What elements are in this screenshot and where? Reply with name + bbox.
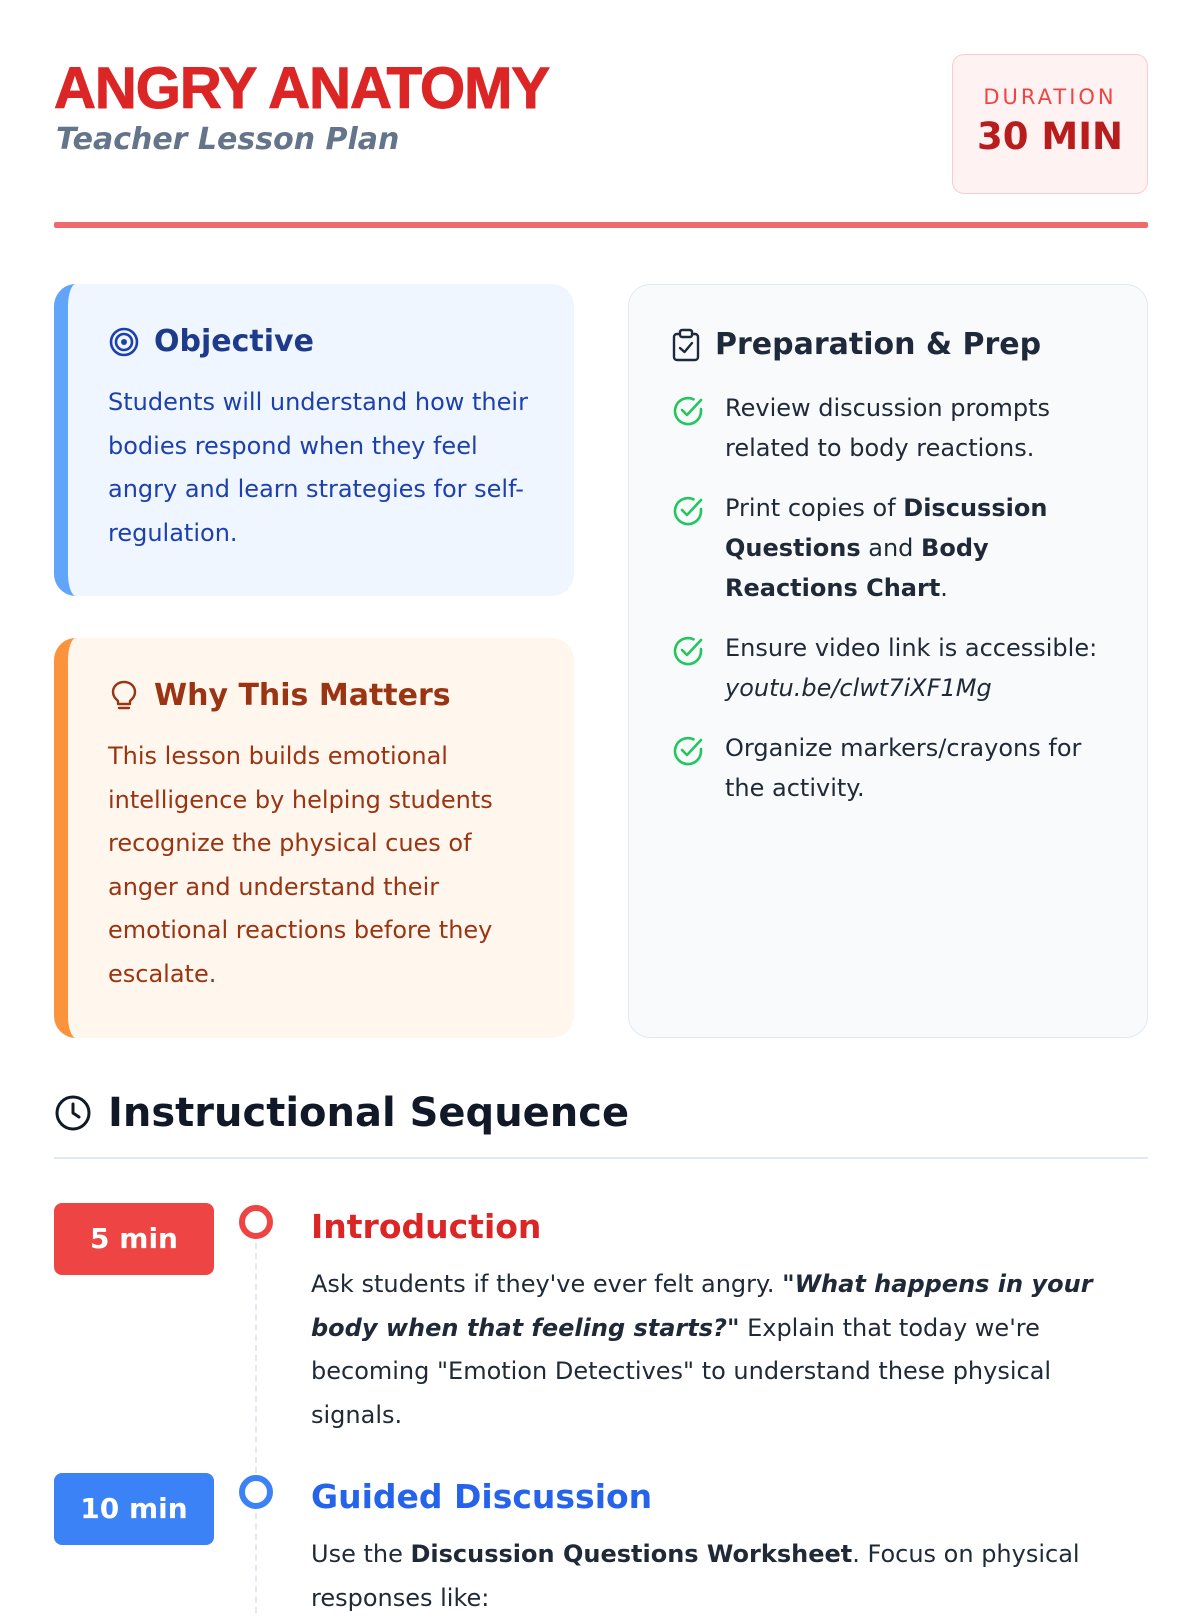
sequence-divider xyxy=(54,1157,1148,1159)
step-quote: "What happens in your body when that feeling starts?" xyxy=(311,1270,1093,1342)
checklist-text-part: . xyxy=(940,574,948,602)
checklist-text xyxy=(725,488,1107,608)
checklist-text-part: Print copies of xyxy=(725,494,904,522)
target-icon xyxy=(108,326,140,358)
video-link[interactable]: youtu.be/clwt7iXF1Mg xyxy=(725,674,992,702)
preparation-checklist xyxy=(671,388,1107,808)
check-circle-icon xyxy=(671,634,705,668)
duration-badge xyxy=(952,54,1148,194)
worksheet-name: Discussion Questions xyxy=(725,494,1048,562)
sequence-title: Instructional Sequence xyxy=(108,1090,630,1136)
header xyxy=(54,0,1148,236)
chart-name: Body Reactions Chart xyxy=(725,534,989,602)
worksheet-name: Discussion Questions Worksheet xyxy=(410,1540,853,1568)
step-title: Introduction xyxy=(311,1207,542,1246)
objective-title: Objective xyxy=(154,324,314,359)
checklist-item xyxy=(671,388,1107,468)
why-card xyxy=(54,638,574,1038)
step-text xyxy=(311,1533,1141,1620)
why-title: Why This Matters xyxy=(154,678,451,713)
objective-text: Students will understand how their bodies respond when they feel angry and learn strategies for self-regulation. xyxy=(108,388,528,547)
why-heading xyxy=(108,678,544,713)
timeline-dot xyxy=(239,1205,273,1239)
checklist-text-part: Ensure video link is accessible: xyxy=(725,634,1098,662)
duration-label: DURATION xyxy=(983,85,1117,109)
why-text: This lesson builds emotional intelligence by helping students recognize the physical cues of anger and understand their emotional reactions before they escalate. xyxy=(108,742,493,988)
step-title: Guided Discussion xyxy=(311,1477,653,1516)
checklist-text: Review discussion prompts related to body reactions. xyxy=(725,394,1051,462)
page-subtitle: Teacher Lesson Plan xyxy=(56,122,400,157)
step-text-part: . Focus on physical responses like: xyxy=(311,1540,1080,1612)
step-text-part: Explain that today we're becoming "Emotion Detectives" to understand these physical signals. xyxy=(311,1313,1052,1429)
checklist-item xyxy=(671,628,1107,708)
preparation-heading xyxy=(671,327,1107,362)
clock-icon xyxy=(54,1094,92,1132)
preparation-title: Preparation & Prep xyxy=(715,327,1042,362)
clipboard-check-icon xyxy=(671,328,701,362)
checklist-text: Organize markers/crayons for the activity. xyxy=(725,734,1082,802)
page-title: ANGRY ANATOMY xyxy=(54,56,550,121)
step-text-part: Use the xyxy=(311,1540,411,1568)
duration-value: 30 MIN xyxy=(977,115,1123,158)
timeline-dot xyxy=(239,1475,273,1509)
objective-card xyxy=(54,284,574,596)
step-text xyxy=(311,1263,1141,1437)
checklist-text xyxy=(725,628,1107,708)
header-divider xyxy=(54,222,1148,228)
check-circle-icon xyxy=(671,734,705,768)
time-badge: 5 min xyxy=(54,1203,214,1275)
time-badge: 10 min xyxy=(54,1473,214,1545)
preparation-card xyxy=(628,284,1148,1038)
checklist-item xyxy=(671,488,1107,608)
step-text-part: Ask students if they've ever felt angry. xyxy=(311,1270,783,1298)
timeline-line xyxy=(255,1243,257,1473)
lightbulb-icon xyxy=(108,679,140,713)
check-circle-icon xyxy=(671,494,705,528)
timeline-line xyxy=(255,1513,257,1613)
sequence-heading xyxy=(54,1090,629,1136)
checklist-item xyxy=(671,728,1107,808)
objective-heading xyxy=(108,324,544,359)
lesson-plan-page xyxy=(54,0,1148,1612)
check-circle-icon xyxy=(671,394,705,428)
checklist-text-part: and xyxy=(860,534,922,562)
